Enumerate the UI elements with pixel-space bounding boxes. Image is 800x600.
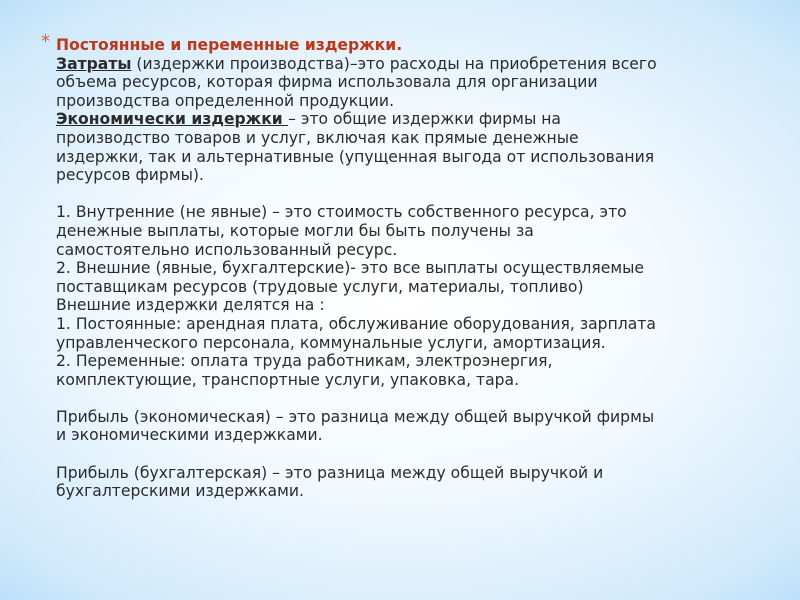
text-line: ресурсов фирмы). [56,166,204,185]
spacer [56,185,761,204]
text-line: производство товаров и услуг, включая как прямые денежные [56,128,579,147]
variable-costs-item: 2. Переменные: оплата труда работникам, электроэнергия, [56,352,553,371]
text-line: поставщикам ресурсов (трудовые услуги, материалы, топливо) [56,277,584,296]
text-line: денежные выплаты, которые могли бы быть получены за [56,221,534,240]
spacer [56,445,761,464]
slide-text [56,36,761,501]
accounting-profit-definition: Прибыль (бухгалтерская) – это разница между общей выручкой и [56,463,604,482]
text-line: Внешние издержки делятся на : [56,296,325,315]
text-line: самостоятельно использованный ресурс. [56,240,398,259]
text-line: объема ресурсов, которая фирма использовала для организации [56,73,598,92]
fixed-costs-item: 1. Постоянные: арендная плата, обслуживание оборудования, зарплата [56,314,656,333]
term-economic-costs: Экономически издержки [56,110,289,129]
bullet-marker: * [41,31,50,52]
text-line: издержки, так и альтернативные (упущенная выгода от использования [56,147,655,166]
term-costs: Затраты [56,54,132,73]
slide-title: Постоянные и переменные издержки. [56,36,403,54]
definition-economic-costs-text: – это общие издержки фирмы на [288,110,561,129]
text-line: бухгалтерскими издержками. [56,482,304,501]
internal-costs-item: 1. Внутренние (не явные) – это стоимость собственного ресурса, это [56,203,627,222]
economic-profit-definition: Прибыль (экономическая) – это разница между общей выручкой фирмы [56,407,655,426]
text-line: управленческого персонала, коммунальные услуги, амортизация. [56,333,606,352]
text-line: производства определенной продукции. [56,91,395,110]
definition-costs [56,55,761,74]
external-costs-item: 2. Внешние (явные, бухгалтерские)- это все выплаты осуществляемые [56,259,645,278]
spacer [56,389,761,408]
text-line: комплектующие, транспортные услуги, упаковка, тара. [56,370,520,389]
definition-costs-text: (издержки производства)–это расходы на приобретения всего [131,54,657,73]
text-line: и экономическими издержками. [56,426,323,445]
definition-economic-costs [56,110,761,129]
